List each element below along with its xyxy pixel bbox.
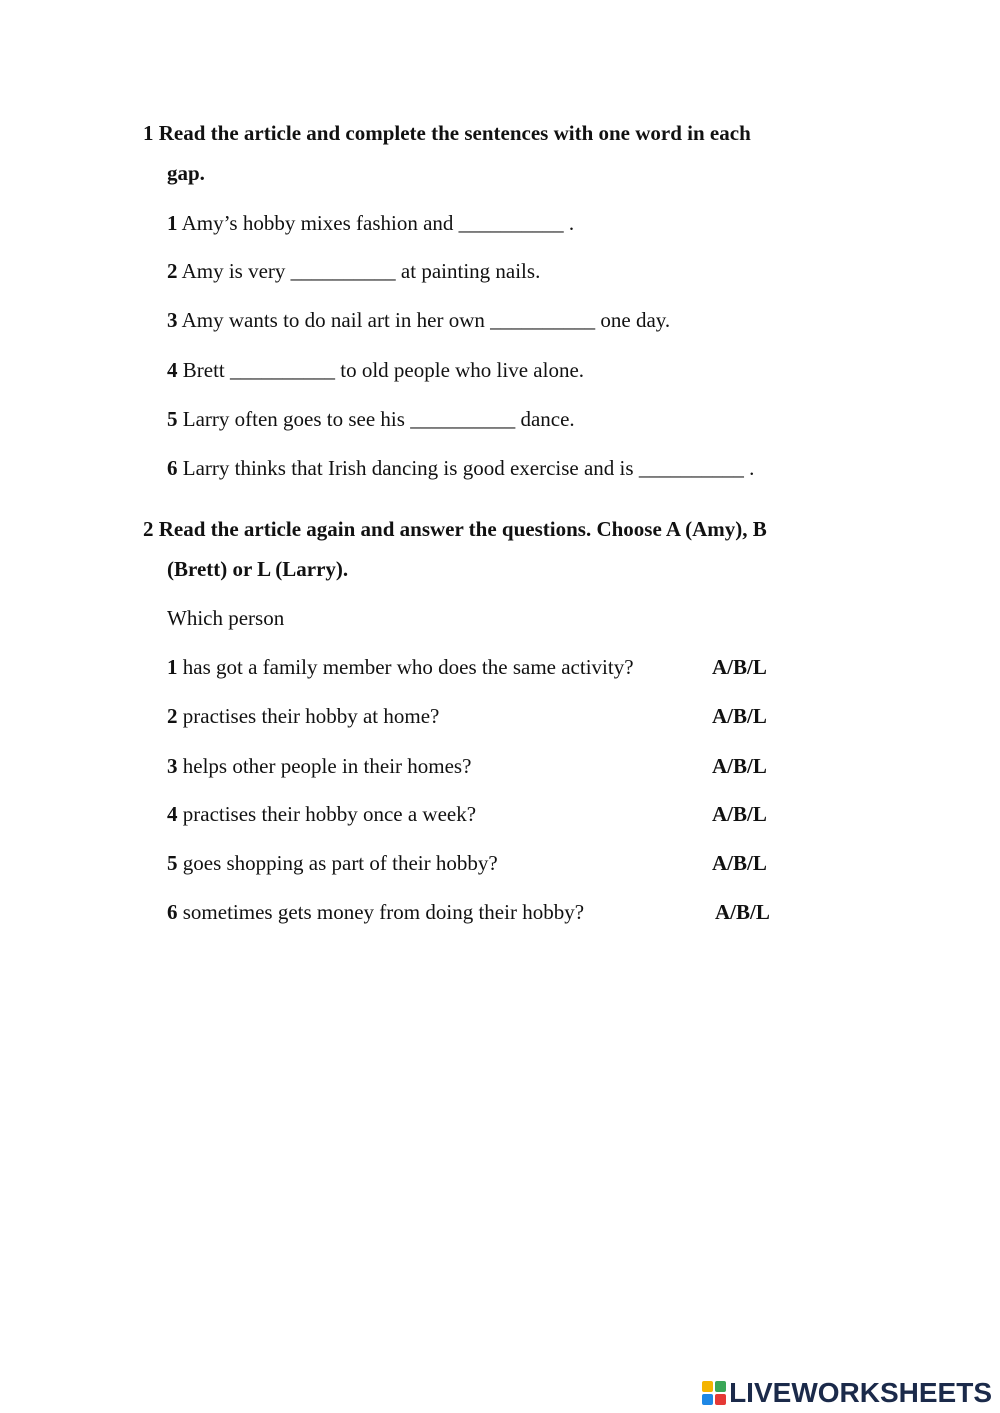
- gapfill-item: [167, 257, 540, 285]
- item-text-after: to old people who live alone.: [340, 358, 585, 382]
- question-text: goes shopping as part of their hobby?: [182, 851, 498, 875]
- section1-heading: [143, 113, 863, 193]
- answer-blank[interactable]: __________: [490, 308, 596, 332]
- item-text-after: dance.: [520, 407, 575, 431]
- answer-choice[interactable]: A/B/L: [712, 851, 767, 875]
- answer-choice[interactable]: A/B/L: [712, 704, 767, 728]
- answer-blank[interactable]: __________: [230, 358, 335, 382]
- logo-tile: [702, 1394, 713, 1405]
- gapfill-item: [167, 454, 754, 482]
- question-item: [167, 702, 439, 730]
- item-number: 6: [167, 456, 178, 480]
- item-number: 5: [167, 851, 178, 875]
- item-number: 2: [167, 259, 178, 283]
- answer-blank[interactable]: __________: [458, 211, 564, 235]
- question-text: sometimes gets money from doing their hobby?: [182, 900, 585, 924]
- item-text-after: one day.: [600, 308, 671, 332]
- answer-blank[interactable]: __________: [410, 407, 516, 431]
- section1-title-line1: Read the article and complete the sentences with one word in each: [158, 121, 751, 145]
- gapfill-item: [167, 405, 575, 433]
- section2-title-line2: (Brett) or L (Larry).: [167, 557, 349, 581]
- item-number: 6: [167, 900, 178, 924]
- answer-blank[interactable]: __________: [290, 259, 396, 283]
- logo-text: LIVEWORKSHEETS: [729, 1377, 992, 1408]
- answer-choice[interactable]: A/B/L: [715, 900, 770, 924]
- item-text-before: Larry often goes to see his: [182, 407, 405, 431]
- section1-title-line2: gap.: [167, 161, 205, 185]
- item-text-before: Larry thinks that Irish dancing is good exercise and is: [182, 456, 634, 480]
- gapfill-item: [167, 356, 584, 384]
- item-number: 5: [167, 407, 178, 431]
- item-number: 4: [167, 802, 178, 826]
- logo-tile: [702, 1381, 713, 1392]
- item-number: 4: [167, 358, 178, 382]
- answer-choice[interactable]: A/B/L: [712, 754, 767, 778]
- answer-choice[interactable]: A/B/L: [712, 802, 767, 826]
- question-text: practises their hobby once a week?: [182, 802, 477, 826]
- question-item: [167, 849, 498, 877]
- item-text-before: Amy’s hobby mixes fashion and: [181, 211, 454, 235]
- item-number: 1: [167, 211, 178, 235]
- item-text-after: .: [749, 456, 755, 480]
- item-text-before: Amy is very: [181, 259, 286, 283]
- liveworksheets-logo-icon: [702, 1381, 726, 1405]
- question-text: has got a family member who does the same activity?: [182, 655, 634, 679]
- section2-number: 2: [143, 517, 154, 541]
- liveworksheets-logo[interactable]: [702, 1377, 992, 1409]
- item-text-after: .: [568, 211, 575, 235]
- logo-tile: [715, 1381, 726, 1392]
- item-text-before: Brett: [182, 358, 225, 382]
- question-item: [167, 752, 471, 780]
- item-number: 2: [167, 704, 178, 728]
- answer-choice[interactable]: A/B/L: [712, 655, 767, 679]
- item-text-after: at painting nails.: [400, 259, 541, 283]
- section2-heading: [143, 509, 863, 589]
- question-item: [167, 800, 476, 828]
- logo-tile: [715, 1394, 726, 1405]
- gapfill-item: [167, 209, 574, 237]
- item-number: 3: [167, 754, 178, 778]
- question-item: [167, 898, 584, 926]
- question-item: [167, 653, 634, 681]
- item-number: 3: [167, 308, 178, 332]
- section1-number: 1: [143, 121, 154, 145]
- section2-intro: Which person: [167, 606, 285, 630]
- answer-blank[interactable]: __________: [638, 456, 744, 480]
- question-text: helps other people in their homes?: [182, 754, 472, 778]
- section2-title-line1: Read the article again and answer the questions. Choose A (Amy), B: [158, 517, 767, 541]
- gapfill-item: [167, 306, 670, 334]
- question-text: practises their hobby at home?: [182, 704, 440, 728]
- item-text-before: Amy wants to do nail art in her own: [181, 308, 485, 332]
- item-number: 1: [167, 655, 178, 679]
